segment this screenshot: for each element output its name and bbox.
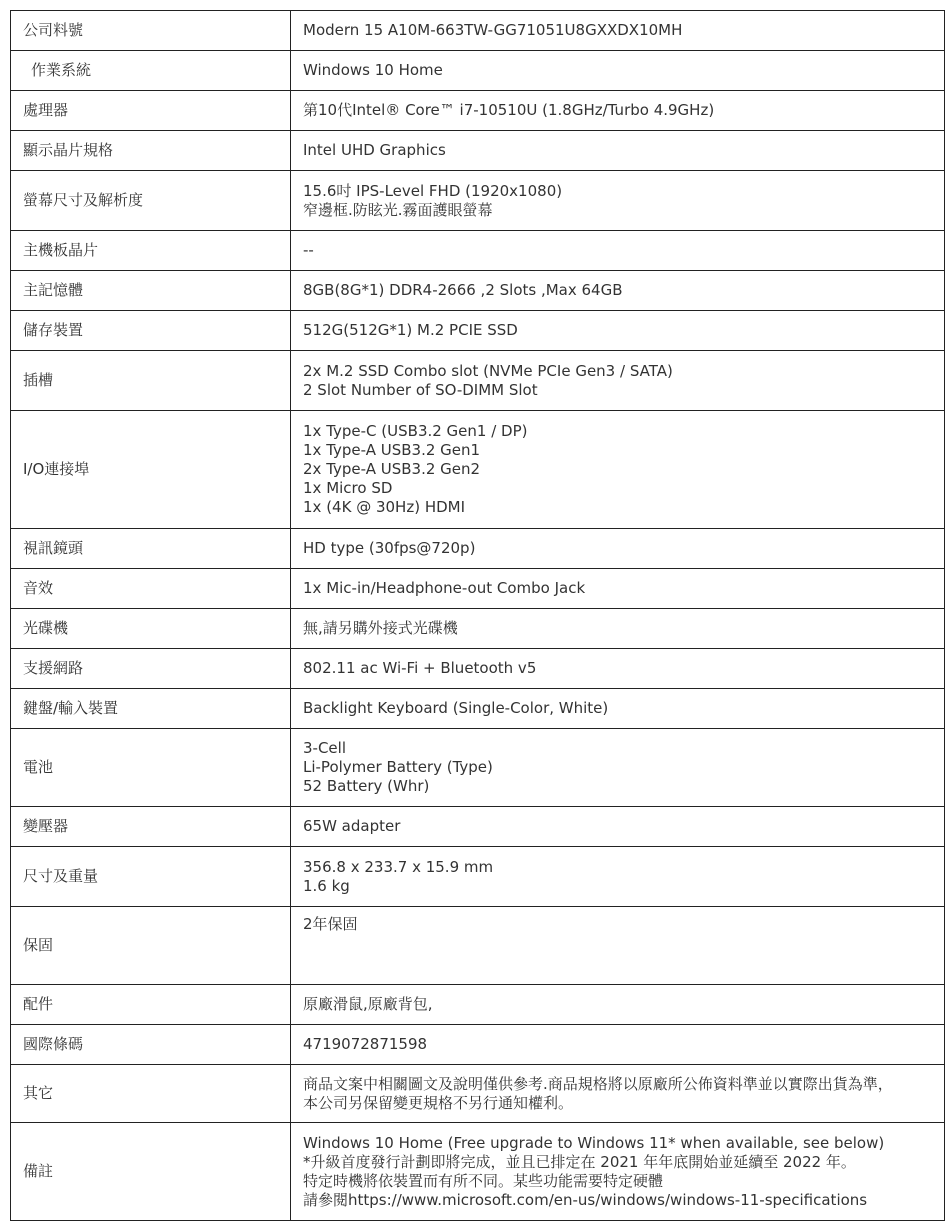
spec-value-line: Windows 10 Home [303, 61, 443, 79]
spec-value [291, 311, 945, 351]
spec-label: 變壓器 [11, 807, 291, 847]
spec-value [291, 351, 945, 411]
spec-value-line: 1.6 kg [303, 876, 350, 895]
spec-value-line: 無,請另購外接式光碟機 [303, 619, 458, 637]
spec-value [291, 271, 945, 311]
spec-value [291, 1065, 945, 1123]
table-row [11, 569, 945, 609]
spec-value-line: Windows 10 Home (Free upgrade to Windows 11* when available, see below) [303, 1133, 885, 1152]
spec-value [291, 1025, 945, 1065]
table-row [11, 689, 945, 729]
spec-value-line: 512G(512G*1) M.2 PCIE SSD [303, 321, 518, 339]
spec-label: 國際條碼 [11, 1025, 291, 1065]
spec-value-line: 356.8 x 233.7 x 15.9 mm [303, 857, 494, 876]
spec-value [291, 907, 945, 985]
spec-value [291, 411, 945, 529]
spec-label: 螢幕尺寸及解析度 [11, 171, 291, 231]
spec-value [291, 689, 945, 729]
spec-value-line: *升級首度發行計劃即將完成，並且已排定在 2021 年年底開始並延續至 2022 年。 [303, 1152, 856, 1171]
spec-value-line: 2x M.2 SSD Combo slot (NVMe PCIe Gen3 / SATA) [303, 361, 673, 380]
spec-value-line: Modern 15 A10M-663TW-GG71051U8GXXDX10MH [303, 21, 683, 39]
spec-value-line: 3-Cell [303, 739, 346, 757]
spec-label: 主記憶體 [11, 271, 291, 311]
spec-label: 作業系統 [11, 51, 291, 91]
spec-value-line: 原廠滑鼠,原廠背包, [303, 995, 433, 1013]
spec-label: 備註 [11, 1123, 291, 1221]
table-row [11, 171, 945, 231]
spec-value [291, 649, 945, 689]
spec-value-line: 特定時機將依裝置而有所不同。某些功能需要特定硬體 [303, 1171, 664, 1190]
table-row [11, 51, 945, 91]
table-row [11, 351, 945, 411]
spec-value-line: 本公司另保留變更規格不另行通知權利。 [303, 1093, 574, 1112]
spec-label: 保固 [11, 907, 291, 985]
spec-value [291, 1123, 945, 1221]
spec-value-line: Li-Polymer Battery (Type) [303, 758, 493, 776]
spec-value-line: 802.11 ac Wi-Fi + Bluetooth v5 [303, 659, 537, 677]
spec-value-line: -- [303, 241, 314, 259]
spec-value-line: HD type (30fps@720p) [303, 539, 476, 557]
spec-value [291, 985, 945, 1025]
spec-value-line: 1x Mic-in/Headphone-out Combo Jack [303, 579, 586, 597]
table-row [11, 11, 945, 51]
spec-value [291, 807, 945, 847]
spec-value-line: 15.6吋 IPS-Level FHD (1920x1080) [303, 181, 563, 200]
spec-value [291, 51, 945, 91]
spec-value-line: 1x Micro SD [303, 479, 393, 497]
spec-value-line: 4719072871598 [303, 1035, 428, 1053]
spec-label: 尺寸及重量 [11, 847, 291, 907]
table-row [11, 807, 945, 847]
spec-value-line: Intel UHD Graphics [303, 141, 446, 159]
spec-value-line: 1x Type-A USB3.2 Gen1 [303, 441, 481, 459]
spec-label: 其它 [11, 1065, 291, 1123]
table-row [11, 649, 945, 689]
spec-value-line: 商品文案中相關圖文及說明僅供參考.商品規格將以原廠所公佈資料準並以實際出貨為準， [303, 1074, 893, 1093]
table-row [11, 1025, 945, 1065]
spec-value [291, 171, 945, 231]
spec-value [291, 11, 945, 51]
spec-value-line: 1x Type-C (USB3.2 Gen1 / DP) [303, 422, 528, 440]
spec-label: 顯示晶片規格 [11, 131, 291, 171]
spec-label: 支援網路 [11, 649, 291, 689]
spec-value [291, 729, 945, 807]
spec-label: 處理器 [11, 91, 291, 131]
spec-table [10, 10, 945, 1221]
table-row [11, 847, 945, 907]
spec-label: 鍵盤/輸入裝置 [11, 689, 291, 729]
spec-value-line: Backlight Keyboard (Single-Color, White) [303, 699, 609, 717]
table-row [11, 1123, 945, 1221]
spec-value-line: 第10代Intel® Core™ i7-10510U (1.8GHz/Turbo 4.9GHz) [303, 101, 715, 119]
spec-label: 插槽 [11, 351, 291, 411]
spec-label: I/O連接埠 [11, 411, 291, 529]
spec-value [291, 131, 945, 171]
table-row [11, 529, 945, 569]
spec-value-line: 2年保固 [303, 915, 358, 933]
table-row [11, 411, 945, 529]
spec-value [291, 569, 945, 609]
spec-value-line: 窄邊框.防眩光.霧面護眼螢幕 [303, 200, 493, 219]
spec-value-line: 52 Battery (Whr) [303, 777, 430, 795]
table-row [11, 131, 945, 171]
table-row [11, 91, 945, 131]
spec-value [291, 529, 945, 569]
spec-value [291, 847, 945, 907]
table-row [11, 231, 945, 271]
table-row [11, 1065, 945, 1123]
table-row [11, 311, 945, 351]
spec-value-line: 8GB(8G*1) DDR4-2666 ,2 Slots ,Max 64GB [303, 281, 623, 299]
spec-label: 音效 [11, 569, 291, 609]
spec-label: 配件 [11, 985, 291, 1025]
spec-value [291, 231, 945, 271]
spec-label: 公司料號 [11, 11, 291, 51]
spec-value-line: 1x (4K @ 30Hz) HDMI [303, 498, 466, 516]
spec-label: 儲存裝置 [11, 311, 291, 351]
spec-value-line: 2 Slot Number of SO-DIMM Slot [303, 380, 538, 399]
spec-label: 視訊鏡頭 [11, 529, 291, 569]
spec-value [291, 91, 945, 131]
table-row [11, 729, 945, 807]
table-row [11, 985, 945, 1025]
spec-value [291, 609, 945, 649]
spec-value-line: 65W adapter [303, 817, 401, 835]
spec-label: 光碟機 [11, 609, 291, 649]
table-row [11, 271, 945, 311]
spec-label: 電池 [11, 729, 291, 807]
spec-value-line: 請參閱https://www.microsoft.com/en-us/windows/windows-11-specifications [303, 1190, 868, 1209]
spec-label: 主機板晶片 [11, 231, 291, 271]
spec-value-line: 2x Type-A USB3.2 Gen2 [303, 460, 481, 478]
table-row [11, 907, 945, 985]
table-row [11, 609, 945, 649]
